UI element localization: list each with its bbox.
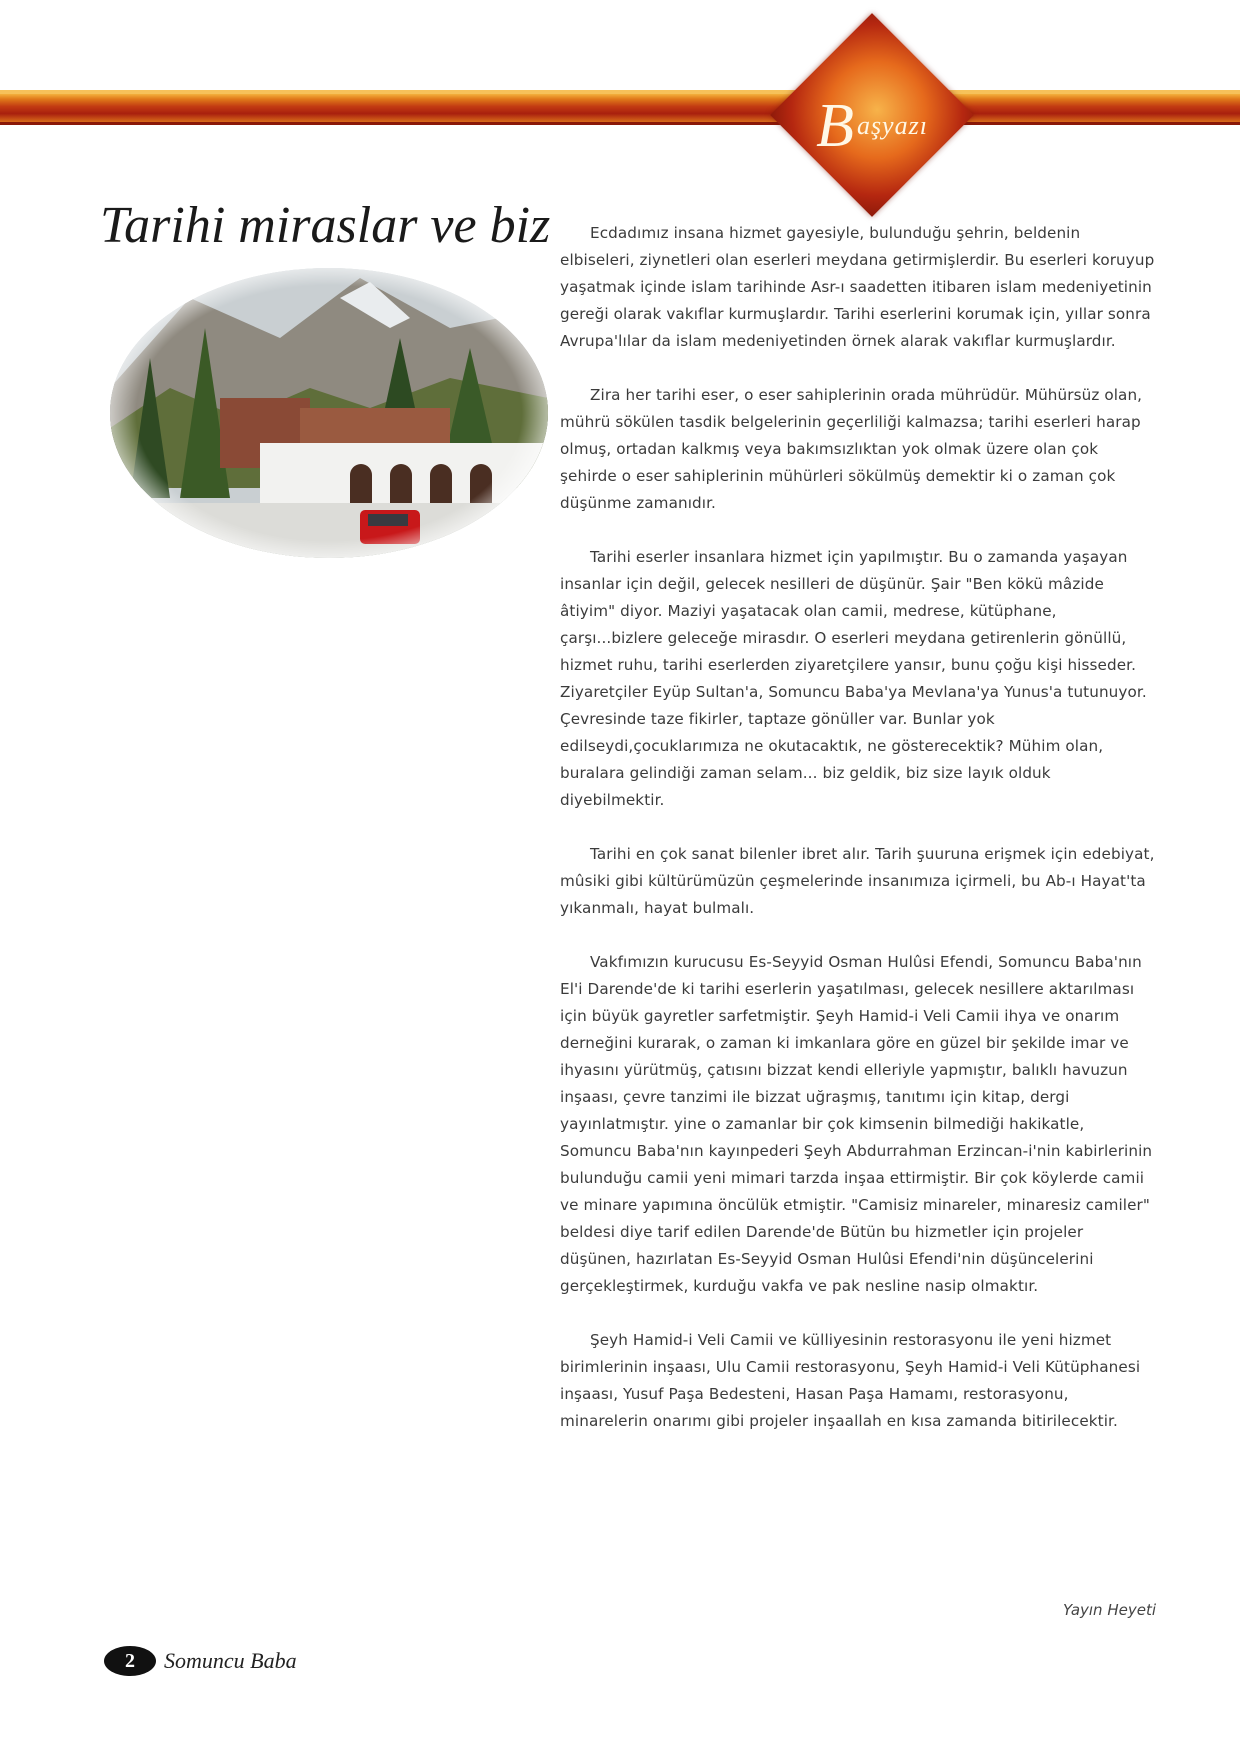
section-badge — [772, 15, 972, 215]
magazine-name: Somuncu Baba — [164, 1648, 297, 1673]
section-label-rest: aşyazı — [856, 111, 928, 140]
page-number: 2 — [104, 1646, 156, 1676]
section-label-initial: B — [816, 92, 855, 160]
article-body — [560, 220, 1156, 1462]
article-paragraph: Ecdadımız insana hizmet gayesiyle, bulunduğu şehrin, beldenin elbiseleri, ziynetleri olan eserleri meydana getirmişlerdir. Bu eserleri koruyup yaşatmak içinde islam tarihinde Asr-ı saadetten itibaren islam medeniyetinin gereği olarak vakıflar kurmuşlardır. Tarihi eserlerini korumak için, yıllar sonra Avrupa'lılar da islam medeniyetinden örnek alarak vakıflar kurmuşlardır. — [560, 224, 1155, 350]
article-paragraph: Tarihi eserler insanlara hizmet için yapılmıştır. Bu o zamanda yaşayan insanlar için değil, gelecek nesilleri de düşünür. Şair "Ben kökü mâzide âtiyim" diyor. Maziyi yaşatacak olan camii, medrese, kütüphane, çarşı...bizlere geleceğe mirasdır. O eserleri meydana getirenlerin gönüllü, hizmet ruhu, tarihi eserlerden ziyaretçilere yansır, bunu çoğu kişi hisseder. Ziyaretçiler Eyüp Sultan'a, Somuncu Baba'ya Mevlana'ya Yunus'a tutunuyor. Çevresinde taze fikirler, taptaze gönüller var. Bunlar yok edilseydi,çocuklarımıza ne okutacaktık, ne gösterecektik? Mühim olan, buralara gelindiği zaman selam... biz geldik, biz size layık olduk diyebilmektir. — [560, 548, 1147, 809]
page-footer — [104, 1640, 404, 1680]
article-paragraph: Şeyh Hamid-i Veli Camii ve külliyesinin restorasyonu ile yeni hizmet birimlerinin inşaası, Ulu Camii restorasyonu, Şeyh Hamid-i Veli Kütüphanesi inşaası, Yusuf Paşa Bedesteni, Hasan Paşa Hamamı, restorasyonu, minarelerin onarımı gibi projeler inşaallah en kısa zamanda bitirilecektir. — [560, 1331, 1141, 1430]
section-label — [772, 91, 972, 162]
header-band-shadow — [0, 122, 1240, 125]
article-title: Tarihi miraslar ve biz — [100, 197, 551, 254]
article-paragraph: Vakfımızın kurucusu Es-Seyyid Osman Hulûsi Efendi, Somuncu Baba'nın El'i Darende'de ki tarihi eserlerin yaşatılması, gelecek nesillere aktarılması için büyük gayretler sarfetmiştir. Şeyh Hamid-i Veli Camii ihya ve onarım derneğini kurarak, o zaman ki imkanlara göre en güzel bir şekilde imar ve ihyasını yürütmüş, çatısını bizzat kendi elleriyle yapmıştır, balıklı havuzun inşaası, çevre tanzimi ile bizzat uğraşmış, tanıtımı için kitap, dergi yayınlatmıştır. yine o zamanlar bir çok kimsenin bilmediği hakikatle, Somuncu Baba'nın kayınpederi Şeyh Abdurrahman Erzincan-i'nin kabirlerinin bulunduğu camii yeni mimari tarzda inşaa ettirmiştir. Bir çok köylerde camii ve minare yapımına öncülük etmiştir. "Camisiz minareler, minaresiz camiler" beldesi diye tarif edilen Darende'de Bütün bu hizmetler için projeler düşünen, hazırlatan Es-Seyyid Osman Hulûsi Efendi'nin düşüncelerini gerçekleştirmek, kurduğu vakfa ve pak nesline nasip olmaktır. — [560, 953, 1153, 1295]
article-signature: Yayın Heyeti — [1063, 1601, 1156, 1619]
landscape-photo-icon — [110, 268, 548, 558]
header-band — [0, 94, 1240, 122]
article-paragraph: Tarihi en çok sanat bilenler ibret alır. Tarih şuuruna erişmek için edebiyat, mûsiki gibi kültürümüzün çeşmelerinde insanımıza içirmeli, bu Ab-ı Hayat'ta yıkanmalı, hayat bulmalı. — [560, 845, 1155, 917]
photo-illustration — [110, 268, 548, 558]
article-paragraph: Zira her tarihi eser, o eser sahiplerinin orada mührüdür. Mühürsüz olan, mührü sökülen tasdik belgelerinin geçerliliği kalmazsa; tarihi eserleri harap olmuş, ortadan kalkmış veya bakımsızlıktan yok olmak üzere olan çok şehirde o eser sahiplerinin mühürleri sökülmüş demektir ki o zaman çok düşünme zamanıdır. — [560, 386, 1143, 512]
